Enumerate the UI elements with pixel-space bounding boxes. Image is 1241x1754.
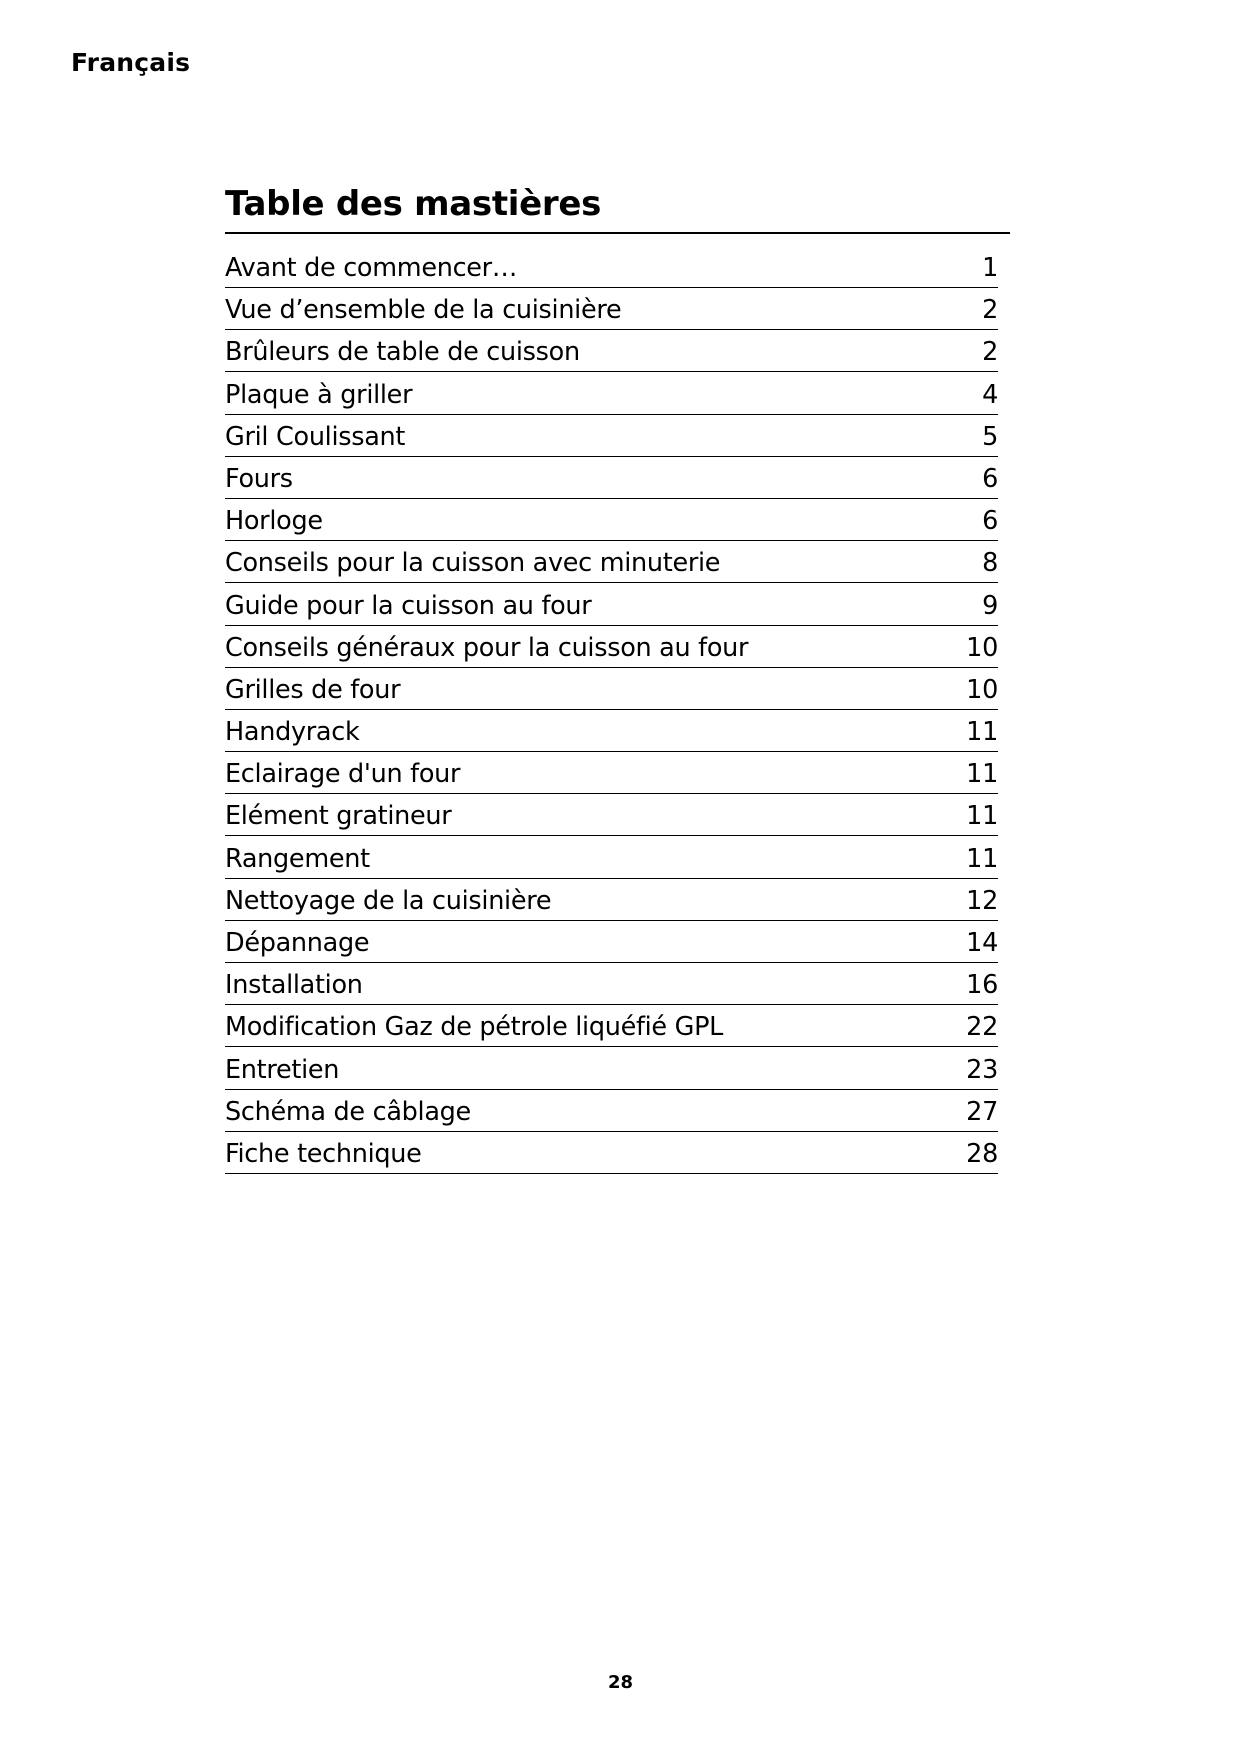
toc-title: Table des mastières (225, 180, 1010, 234)
language-label: Français (71, 48, 191, 77)
toc-entry[interactable] (225, 626, 998, 668)
toc-entry[interactable] (225, 415, 998, 457)
toc-entry[interactable] (225, 1047, 998, 1089)
toc-entry-page: 11 (966, 801, 998, 832)
toc-entry-label: Entretien (225, 1054, 340, 1085)
toc-entry-label: Plaque à griller (225, 379, 413, 410)
toc-entry-page: 28 (966, 1138, 998, 1169)
toc-entry-page: 2 (982, 337, 998, 368)
toc-entry-page: 4 (982, 379, 998, 410)
toc-entry[interactable] (225, 668, 998, 710)
toc-entry[interactable] (225, 330, 998, 372)
toc-entry-page: 8 (982, 548, 998, 579)
toc-entry-label: Brûleurs de table de cuisson (225, 337, 580, 368)
toc-entry-label: Eclairage d'un four (225, 759, 461, 790)
page-number: 28 (607, 1672, 634, 1693)
toc-entry-page: 11 (966, 843, 998, 874)
toc-entry-label: Conseils généraux pour la cuisson au four (225, 632, 749, 663)
toc-entry-label: Rangement (225, 843, 370, 874)
toc-entry[interactable] (225, 541, 998, 583)
toc-entry[interactable] (225, 963, 998, 1005)
toc-list (225, 254, 998, 1174)
toc-entry-page: 22 (966, 1012, 998, 1043)
toc-entry-page: 2 (982, 295, 998, 326)
toc-entry-page: 27 (966, 1096, 998, 1127)
toc-entry-page: 16 (966, 970, 998, 1001)
toc-entry-label: Modification Gaz de pétrole liquéfié GPL (225, 1012, 724, 1043)
toc-entry-label: Fiche technique (225, 1138, 422, 1169)
toc-entry-page: 5 (982, 421, 998, 452)
toc-entry-label: Handyrack (225, 717, 360, 748)
toc-entry[interactable] (225, 583, 998, 625)
toc-entry-label: Avant de commencer… (225, 253, 518, 283)
toc-entry-page: 14 (966, 928, 998, 958)
toc-entry-page: 10 (966, 632, 998, 663)
table-of-contents (225, 180, 1010, 1174)
toc-entry[interactable] (225, 254, 998, 288)
toc-entry[interactable] (225, 836, 998, 878)
toc-entry[interactable] (225, 372, 998, 414)
toc-entry-label: Installation (225, 970, 363, 1001)
toc-entry[interactable] (225, 499, 998, 541)
toc-entry[interactable] (225, 288, 998, 330)
toc-entry-page: 10 (966, 674, 998, 705)
toc-entry[interactable] (225, 1005, 998, 1047)
toc-entry[interactable] (225, 1132, 998, 1174)
toc-entry-label: Schéma de câblage (225, 1096, 471, 1127)
toc-entry-label: Gril Coulissant (225, 421, 406, 452)
toc-entry-label: Grilles de four (225, 674, 401, 705)
toc-entry-page: 12 (966, 885, 998, 916)
toc-entry-page: 6 (982, 463, 998, 494)
toc-entry[interactable] (225, 1090, 998, 1132)
toc-entry-page: 6 (982, 506, 998, 537)
toc-entry[interactable] (225, 794, 998, 836)
toc-entry-label: Vue d’ensemble de la cuisinière (225, 295, 622, 326)
toc-entry[interactable] (225, 710, 998, 752)
toc-entry-label: Elément gratineur (225, 801, 452, 832)
toc-entry-page: 9 (982, 590, 998, 621)
toc-entry[interactable] (225, 921, 998, 963)
toc-entry-label: Dépannage (225, 928, 370, 958)
toc-entry-label: Guide pour la cuisson au four (225, 590, 592, 621)
toc-entry-label: Nettoyage de la cuisinière (225, 885, 552, 916)
toc-entry-page: 11 (966, 759, 998, 790)
toc-entry-label: Conseils pour la cuisson avec minuterie (225, 548, 721, 579)
toc-entry[interactable] (225, 752, 998, 794)
toc-entry-label: Horloge (225, 506, 323, 537)
toc-entry-page: 1 (982, 253, 998, 283)
toc-entry-label: Fours (225, 463, 293, 494)
toc-entry[interactable] (225, 879, 998, 921)
toc-entry-page: 11 (966, 717, 998, 748)
toc-entry[interactable] (225, 457, 998, 499)
toc-entry-page: 23 (966, 1054, 998, 1085)
